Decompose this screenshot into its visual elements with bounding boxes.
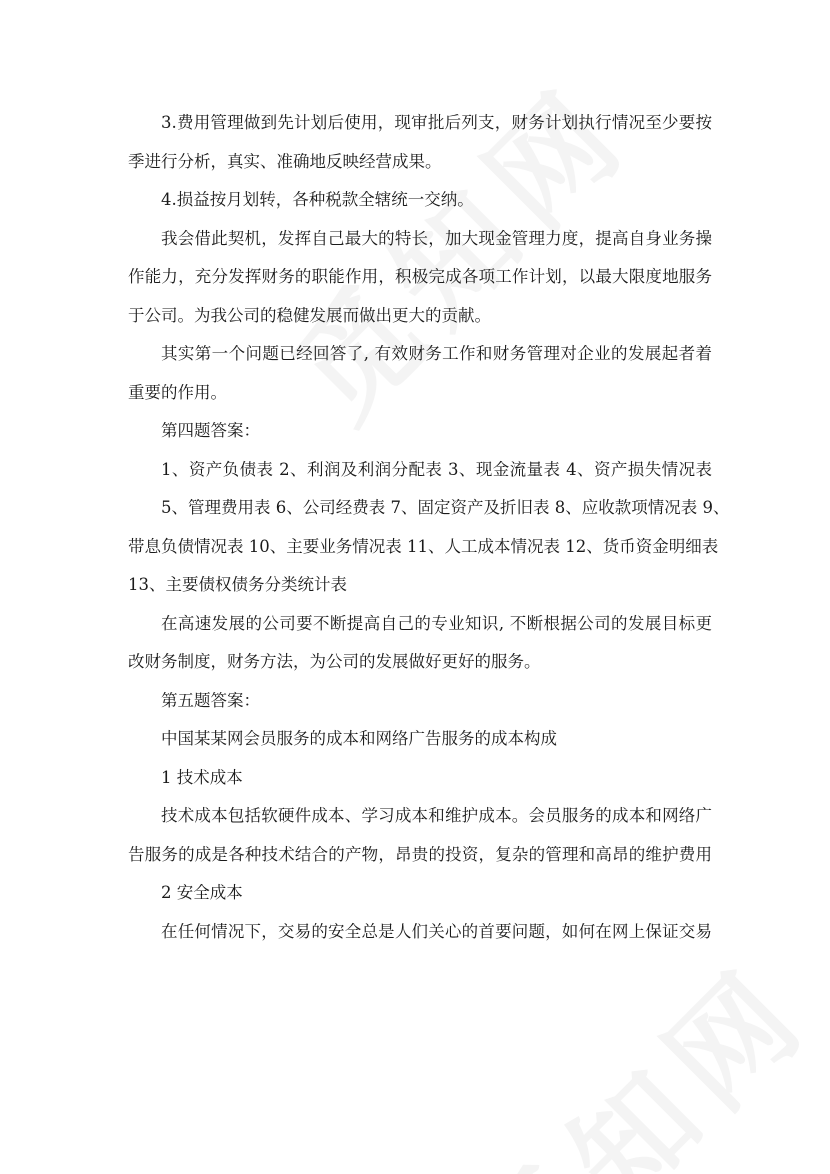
text-line: 带息负债情况表 10、主要业务情况表 11、人工成本情况表 12、货币资金明细表 (128, 536, 719, 556)
text-line: 4.损益按月划转，各种税款全辖统一交纳。 (161, 190, 474, 209)
text-line: 在任何情况下，交易的安全总是人们关心的首要问题，如何在网上保证交易 (161, 921, 712, 941)
text-line: 5、管理费用表 6、公司经费表 7、固定资产及折旧表 8、应收款项情况表 9、 (161, 498, 730, 517)
text-line: 在高速发展的公司要不断提高自己的专业知识, 不断根据公司的发展目标更 (161, 613, 712, 633)
text-line: 1、资产负债表 2、利润及利润分配表 3、现金流量表 4、资产损失情况表 (161, 459, 712, 479)
text-line: 告服务的成是各种技术结合的产物，昂贵的投资，复杂的管理和高昂的维护费用 (128, 844, 712, 864)
text-line: 第四题答案： (161, 421, 260, 440)
document-body (128, 104, 730, 951)
watermark-lower (430, 922, 830, 1174)
text-line: 于公司。为我公司的稳健发展而做出更大的贡献。 (128, 305, 491, 325)
text-line: 2 安全成本 (161, 883, 243, 902)
text-line: 作能力，充分发挥财务的职能作用，积极完成各项工作计划，以最大限度地服务 (128, 267, 712, 286)
text-line: 3.费用管理做到先计划后使用，现审批后列支，财务计划执行情况至少要按 (161, 113, 712, 132)
text-line: 第五题答案： (161, 690, 260, 710)
text-line: 重要的作用。 (128, 382, 227, 402)
text-line: 我会借此契机，发挥自己最大的特长，加大现金管理力度，提高自身业务操 (161, 228, 712, 248)
text-line: 中国某某网会员服务的成本和网络广告服务的成本构成 (161, 729, 557, 748)
text-line: 技术成本包括软硬件成本、学习成本和维护成本。会员服务的成本和网络广 (161, 806, 712, 825)
text-line: 其实第一个问题已经回答了, 有效财务工作和财务管理对企业的发展起者着 (161, 344, 712, 363)
text-line: 1 技术成本 (161, 767, 243, 787)
text-line: 改财务制度，财务方法，为公司的发展做好更好的服务。 (128, 652, 541, 671)
text-line: 季进行分析，真实、准确地反映经营成果。 (128, 151, 442, 171)
text-line: 13、主要债权债务分类统计表 (128, 575, 347, 594)
